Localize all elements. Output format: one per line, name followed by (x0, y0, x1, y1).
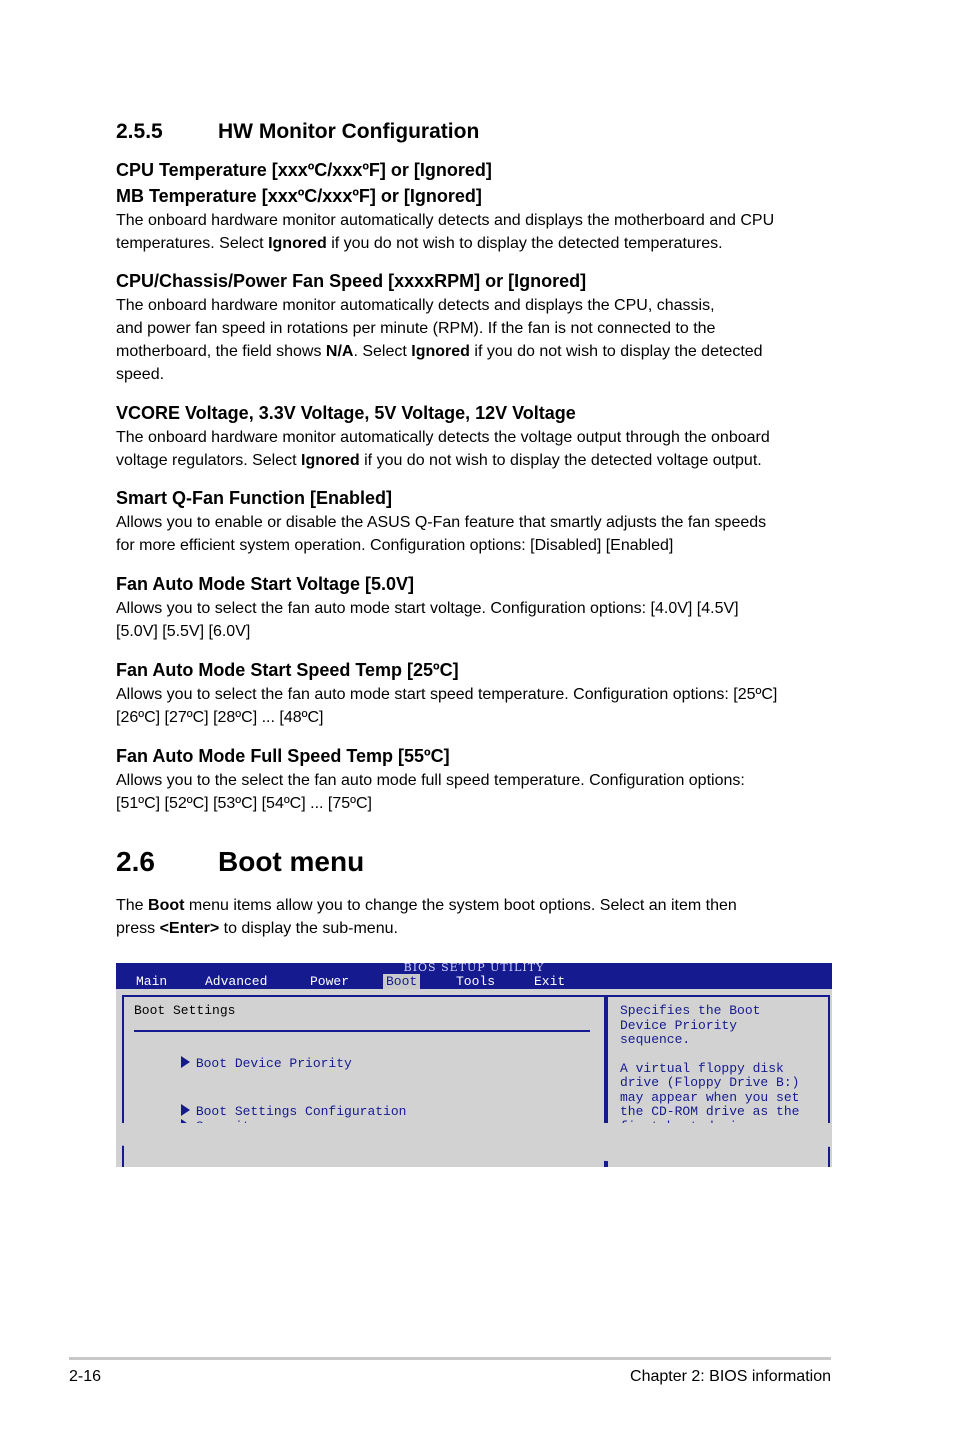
help-line: Device Priority (620, 1018, 738, 1033)
menu-advanced[interactable]: Advanced (205, 974, 268, 989)
item-heading: Fan Auto Mode Start Speed Temp [25ºC] (116, 660, 459, 680)
item-voltage (116, 400, 836, 472)
submenu-arrow-icon (181, 1056, 190, 1068)
help-line: drive (Floppy Drive B:) (620, 1075, 800, 1090)
menu-main[interactable]: Main (136, 974, 168, 989)
menu-boot[interactable]: Boot (383, 974, 420, 989)
option-boot-settings-configuration[interactable]: Boot Settings Configuration (134, 1089, 406, 1134)
page-number: 2-16 (69, 1368, 102, 1385)
menu-tools[interactable]: Tools (456, 974, 496, 989)
boot-section-number: 2.6 (116, 846, 155, 877)
bios-menu-bar (116, 963, 832, 989)
item-description: Allows you to select the fan auto mode start speed temperature. Configuration options: [25ºC] [26ºC] [27ºC] [28ºC] ... [48ºC] (116, 686, 778, 726)
bios-title: BIOS SETUP UTILITY (403, 961, 545, 974)
help-line: sequence. (620, 1032, 691, 1047)
help-line: may appear when you set (620, 1090, 800, 1105)
bios-screenshot (116, 963, 832, 1168)
option-boot-device-priority[interactable]: Boot Device Priority (134, 1041, 352, 1086)
item-description: The onboard hardware monitor automatically detects and displays the CPU, chassis, and power fan speed in rotations per minute (RPM). If the fan is not connected to the motherboard, the field shows N/A. Select Ignored if you do not wish to display the detected speed. (116, 297, 763, 383)
item-description: The onboard hardware monitor automatically detects the voltage output through the onboard voltage regulators. Select Ignored if you do not wish to display the detected voltage output. (116, 429, 770, 469)
section-heading (116, 120, 479, 144)
item-heading: MB Temperature [xxxºC/xxxºF] or [Ignored] (116, 186, 482, 206)
item-start-voltage (116, 571, 836, 643)
item-heading: Fan Auto Mode Start Voltage [5.0V] (116, 574, 415, 594)
item-description: The onboard hardware monitor automatically detects and displays the motherboard and CPU temperatures. Select Ignored if you do not wish to display the detected temperatures. (116, 212, 775, 252)
item-heading: CPU Temperature [xxxºC/xxxºF] or [Ignored] (116, 160, 492, 180)
panel-title: Boot Settings (134, 1003, 236, 1018)
section-number: 2.5.5 (116, 120, 163, 143)
item-full-speed-temp (116, 743, 836, 815)
item-heading: VCORE Voltage, 3.3V Voltage, 5V Voltage, 12V Voltage (116, 403, 576, 423)
item-description: Allows you to the select the fan auto mode full speed temperature. Configuration options: [51ºC] [52ºC] [53ºC] [54ºC] ... [75ºC] (116, 772, 745, 812)
menu-exit[interactable]: Exit (534, 974, 566, 989)
boot-section-title: Boot menu (218, 846, 365, 877)
item-smart-qfan (116, 485, 836, 557)
help-line: the CD-ROM drive as the (620, 1104, 800, 1119)
chapter-label: Chapter 2: BIOS information (630, 1368, 831, 1385)
item-temperature (116, 157, 836, 255)
footer-divider (69, 1357, 831, 1360)
menu-power[interactable]: Power (310, 974, 350, 989)
item-description: Allows you to enable or disable the ASUS Q-Fan feature that smartly adjusts the fan speeds for more efficient system operation. Configuration options: [Disabled] [Enabled] (116, 514, 767, 554)
item-fan-speed (116, 268, 836, 386)
torn-edge (116, 1123, 832, 1173)
item-heading: CPU/Chassis/Power Fan Speed [xxxxRPM] or [Ignored] (116, 271, 587, 291)
section-title: HW Monitor Configuration (218, 120, 480, 143)
help-line: A virtual floppy disk (620, 1061, 784, 1076)
boot-intro-text: The Boot menu items allow you to change the system boot options. Select an item then press <Enter> to display the sub-menu. (116, 897, 737, 937)
item-heading: Smart Q-Fan Function [Enabled] (116, 488, 393, 508)
help-line: Specifies the Boot (620, 1003, 761, 1018)
panel-divider (134, 1030, 590, 1032)
item-start-speed-temp (116, 657, 836, 729)
boot-menu-heading (116, 846, 364, 878)
item-description: Allows you to select the fan auto mode start voltage. Configuration options: [4.0V] [4.5V] [5.0V] [5.5V] [6.0V] (116, 600, 739, 640)
boot-intro (116, 894, 836, 940)
item-heading: Fan Auto Mode Full Speed Temp [55ºC] (116, 746, 450, 766)
